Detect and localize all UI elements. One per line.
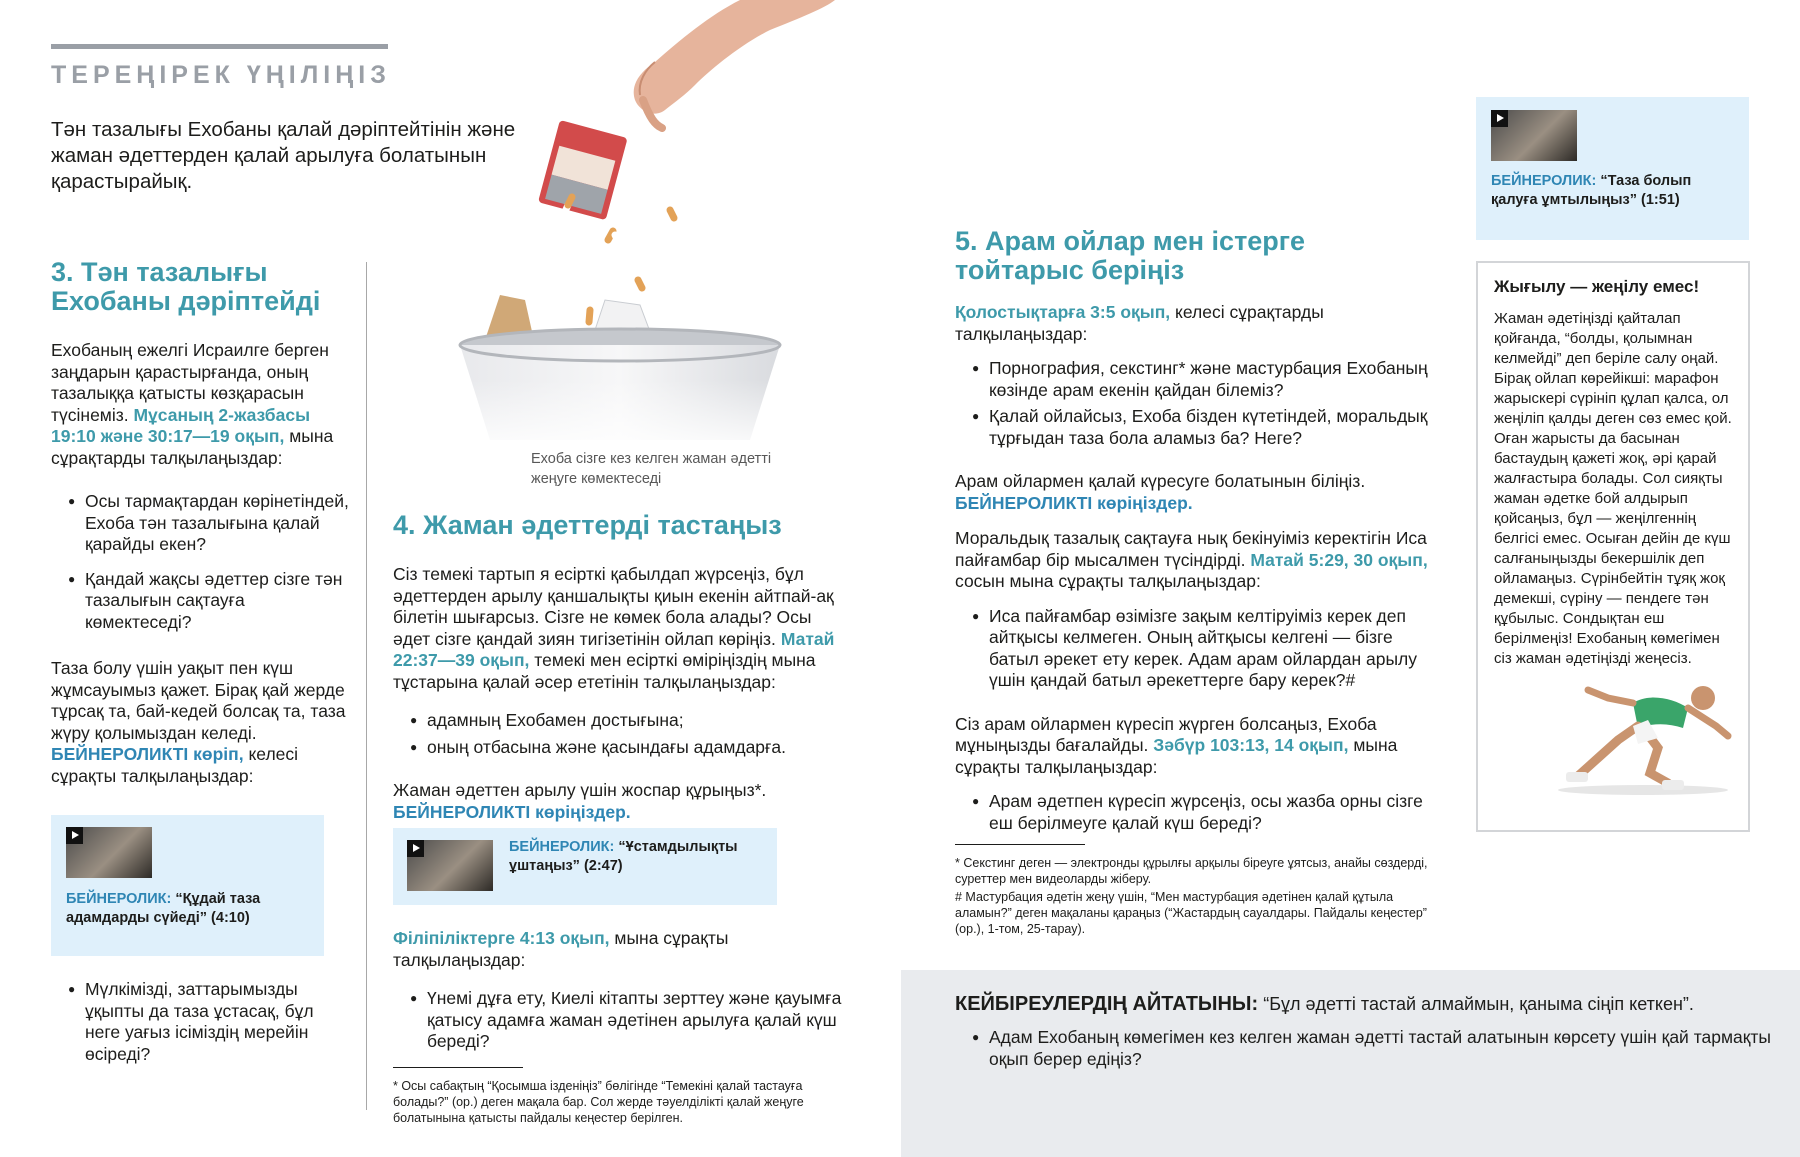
bottom-panel [901,970,1800,1157]
video-thumbnail[interactable] [66,827,152,878]
footnote-rule [393,1067,523,1068]
bottom-quote-text: “Бұл әдетті тастай алмаймын, қаныма сіңіп кеткен”. [1263,994,1694,1014]
footnote: * Секстинг деген — электронды құрылғы арқылы біреуге ұятсыз, анайы сөздерді, суреттер мен видеоларды жіберу. [955,856,1428,886]
play-icon[interactable] [1491,110,1508,127]
list-item: ● адамның Ехобамен достығына; [393,710,848,732]
video-caption: БЕЙНЕРОЛИК: “Таза болып қалуға ұмтылыңыз” (1:51) [1491,173,1692,208]
list-item: ● оның отбасына және қасындағы адамдарға. [393,737,848,759]
image-caption: Ехоба сізге кез келген жаман әдетті жеңуге көмектеседі [531,451,772,487]
section-5-paragraph: Қолостықтарға 3:5 оқып, келесі сұрақтарды талқылаңыздар: [955,302,1324,344]
video-link[interactable]: БЕЙНЕРОЛИКТІ көріңіздер. [393,801,631,822]
section-3-heading: 3. Тән тазалығы Ехобаны дәріптейді [51,257,321,316]
sidebar-video-box[interactable] [1476,97,1749,240]
sidebar-box-text: Жаман әдетіңізді қайталап қойғанда, “болды, қолымнан келмейді” деп беріле салу оңай. Бірақ ойлап көрейікші: марафон жарыскері сүрініп құлап қалса, ол жеңіліп қалды деген сөз емес қой. Оған жарысты да басынан бастаудың қажеті жоқ, әрі қарай жалғастыра болады. Сол сияқты жаман әдетке бой алдырып қойсаңыз, бұл — жеңілгеннің белгісі емес. Осыған дейін де күш салғаныңызды бекершілік деп ойламаңыз. Сүрінбейтін тұяқ жоқ демекші, сүріну — пендеге тән құбылыс. Сондықтан еш берілмеңіз! Ехобаның көмегімен сіз жаман әдетіңізді жеңесіз. [1494,310,1732,667]
section-4-end [393,928,848,1126]
trash-can-illustration [440,0,840,455]
video-link[interactable]: БЕЙНЕРОЛИКТІ көріп, [51,744,244,764]
scripture-link-psalm[interactable]: Зәбүр 103:13, 14 оқып, [1153,735,1349,755]
video-box-section-3[interactable] [51,815,324,956]
section-5-paragraph-3: Моральдық тазалық сақтауға нық бекінуіміз керектігін Иса пайғамбар бір мысалмен түсіндірді. Матай 5:29, 30 оқып, сосын мына сұрақты талқылаңыздар: [955,528,1428,591]
scripture-link-exodus[interactable]: Мұсаның 2-жазбасы 19:10 және 30:17—19 оқып, [51,404,311,446]
video-caption: БЕЙНЕРОЛИК: “Құдай таза адамдарды сүйеді” (4:10) [66,891,261,926]
section-4 [393,511,848,823]
scripture-link-matthew-22[interactable]: Матай 22:37—39 оқып, [393,628,835,670]
header-rule [51,44,388,49]
list-item: ● Осы тармақтардан көрінетіндей, Ехоба тән тазалығына қалай қарайды екен? [51,491,351,556]
video-box-section-4[interactable] [393,828,777,905]
section-3 [51,258,351,787]
section-5-last-question [955,791,1435,834]
scripture-link-matthew-5[interactable]: Матай 5:29, 30 оқып, [1250,549,1428,570]
section-4-paragraph-3: Філіпіліктерге 4:13 оқып, мына сұрақты талқылаңыздар: [393,928,729,970]
bottom-label: КЕЙБІРЕУЛЕРДІҢ АЙТАТЫНЫ: [955,993,1259,1015]
section-5-paragraph-2: Арам ойлармен қалай күресуге болатынын біліңіз. БЕЙНЕРОЛИКТІ көріңіздер. [955,471,1366,513]
page-title: ТЕРЕҢІРЕК ҮҢІЛІҢІЗ [51,61,391,89]
list-item: ● Порнография, секстинг* және мастурбация Ехобаның көзінде арам екенін қайдан білеміз? [955,358,1435,401]
video-thumbnail[interactable] [1491,110,1577,161]
section-3-last-question [51,979,351,1065]
runner-illustration [1538,668,1738,798]
section-4-paragraph-2: Жаман әдеттен арылу үшін жоспар құрыңыз*. БЕЙНЕРОЛИКТІ көріңіздер. [393,780,767,822]
video-thumbnail[interactable] [407,840,493,891]
section-4-list [393,710,848,758]
bottom-quote [955,992,1775,1016]
play-icon[interactable] [407,840,424,857]
video-link[interactable]: БЕЙНЕРОЛИКТІ көріңіздер. [955,492,1193,513]
section-5-paragraph-4: Сіз арам ойлармен күресіп жүрген болсаңыз, Ехоба мұныңызды бағалайды. Зәбүр 103:13, 14 оқып, мына сұрақты талқылаңыздар: [955,713,1398,777]
video-caption: БЕЙНЕРОЛИК: “Ұстамдылықты ұштаңыз” (2:47) [509,839,738,874]
list-item: ● Иса пайғамбар өзімізге зақым келтіруіміз керек деп айтқысы келмеген. Оның айтқысы келгені — бізге батыл әрекет ету керек. Адам арам ойлардан арылу үшін қандай батыл әрекеттерге бару керек?# [955,606,1435,692]
list-item: ● Қалай ойлайсыз, Ехоба бізден күтетіндей, моральдық тұрғыдан таза бола аламыз ба? Неге? [955,406,1435,449]
play-icon[interactable] [66,827,83,844]
footnote-rule [955,844,1085,845]
list-item: ● Адам Ехобаның көмегімен кез келген жаман әдетті тастай алатынын көрсету үшін қай тармақты оқып берер едіңіз? [955,1027,1775,1070]
list-item: ● Үнемі дұға ету, Киелі кітапты зерттеу және қауымға қатысу адамға жаман әдетінен арылуға қалай күш береді? [393,988,848,1053]
section-4-heading: 4. Жаман әдеттерді тастаңыз [393,510,782,540]
section-5-question [955,606,1435,692]
section-5 [955,227,1435,937]
intro-text: Тән тазалығы Ехобаны қалай дәріптейтінін және жаман әдеттерден қалай арылуға болатынын қарастырайық. [51,118,516,193]
section-3-questions [51,491,351,633]
list-item: ● Арам әдетпен күресіп жүрсеңіз, осы жазба орны сізге еш берілмеуге қалай күш береді? [955,791,1435,834]
section-5-heading: 5. Арам ойлар мен істерге тойтарыс беріңіз [955,226,1306,285]
sidebar-box-title: Жығылу — жеңілу емес! [1494,277,1700,296]
section-3-paragraph: Ехобаның ежелгі Исраилге берген заңдарын қарастырғанда, оның тазалыққа қатысты көзқарасын түсінеміз. Мұсаның 2-жазбасы 19:10 және 30:17—19 оқып, мына сұрақтарды талқылаңыздар: [51,340,334,468]
scripture-link-philippians[interactable]: Філіпіліктерге 4:13 оқып, [393,928,610,948]
footnote: * Осы сабақтың “Қосымша ізденіңіз” бөлігінде “Темекіні қалай тастауға болады?” (ор.) деген мақала бар. Сол жерде тәуелділікті қалай жеңуге болатынына қатысты пайдалы кеңестер берілген. [393,1078,804,1125]
section-4-paragraph: Сіз темекі тартып я есірткі қабылдап жүрсеңіз, бұл әдеттерден арылу қаншалықты қиын екенін айтпай-ақ білетін шығарсыз. Сізге не көмек бола алады? Осы әдет сізге қандай зиян тигізетінін ойлап көріңіз. Матай 22:37—39 оқып, темекі мен есірткі өміріңіздің мына тұстарына қалай әсер ететінін талқылаңыздар: [393,564,835,692]
bottom-question [955,1027,1775,1070]
sidebar-box [1476,261,1750,832]
section-4-last-question [393,988,848,1053]
list-item: ● Мүлкімізді, заттарымызды ұқыпты да таза ұстасақ, бұл неге уағыз ісіміздің мерейін өсіреді? [51,979,351,1065]
section-3-paragraph-2: Таза болу үшін уақыт пен күш жұмсауымыз қажет. Бірақ қай жерде тұрсақ та, бай-кедей болсақ та, таза жүру қолымыздан келеді. БЕЙНЕРОЛИКТІ көріп, келесі сұрақты талқылаңыздар: [51,658,346,786]
section-5-list [955,358,1435,449]
footnote: # Мастурбация әдетін жеңу үшін, “Мен мастурбация әдетінен қалай құтыла аламын?” деген мақаланы қараңыз (“Жастардың сауалдары. Пайдалы кеңестер” (ор.), 1-том, 25-тарау). [955,890,1427,936]
scripture-link-colossians[interactable]: Қолостықтарға 3:5 оқып, [955,302,1171,322]
list-item: ● Қандай жақсы әдеттер сізге тән тазалығын сақтауға көмектеседі? [51,569,351,634]
hand-icon [634,0,835,114]
column-divider [366,262,367,1110]
